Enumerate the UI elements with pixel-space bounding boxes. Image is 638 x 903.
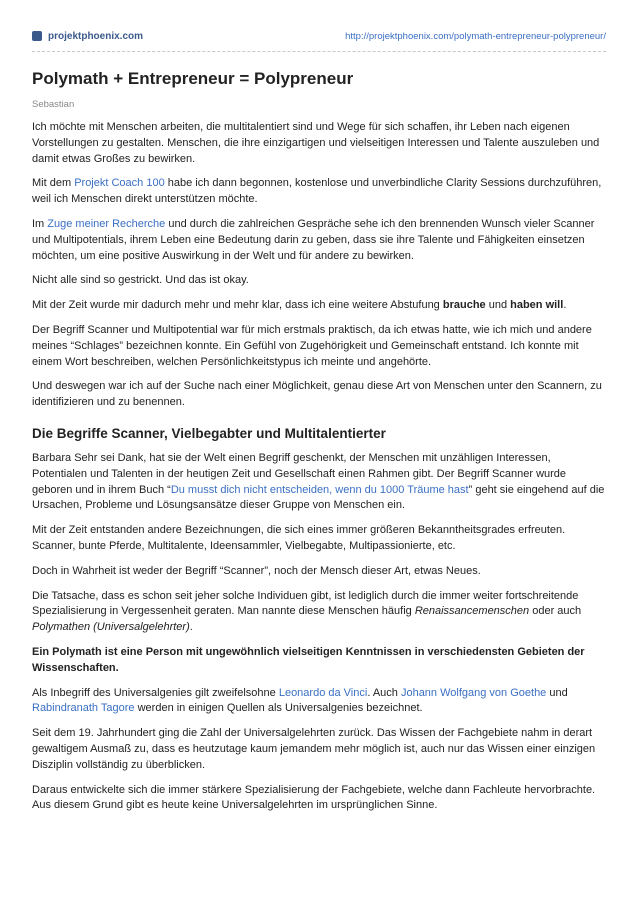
paragraph-9: Mit der Zeit entstanden andere Bezeichnungen, die sich eines immer größeren Bekanntheitsgrades erfreuten. Scanner, bunte Pferde, Multitalente, Ideensammler, Vielbegabte, Multipassionierte, etc. (32, 524, 566, 552)
text-span: Mit der Zeit wurde mir dadurch mehr und mehr klar, dass ich eine weitere Abstufung (32, 299, 443, 312)
text-span: Mit dem (32, 177, 75, 190)
text-span: habe ich dann begonnen, kostenlose und unverbindliche Clarity Sessions durchzuführen, weil ich Menschen direkt unterstützen möchte. (32, 177, 602, 206)
link-goethe[interactable]: Johann Wolfgang von Goethe (400, 686, 547, 699)
text-span: und durch die zahlreichen Gespräche sehe ich den brennenden Wunsch vieler Scanner und Multipotentials, ihrem Leben eine Bedeutung darin zu geben, dass sie ihre Talente und Fähigkeiten einsetzen möchten, um eine positive Auswirkung in der Welt und für andere zu bewirken. (32, 217, 595, 262)
paragraph-1: Ich möchte mit Menschen arbeiten, die multitalentiert sind und Wege für sich schaffen, ihr Leben nach eigenen Vorstellungen zu gestalten. Menschen, die ihre einzigartigen und vielseitigen Interessen und Talente auszuleben und damit etwas Großes zu bewirken. (32, 121, 600, 165)
paragraph-10: Doch in Wahrheit ist weder der Begriff “Scanner”, noch der Mensch dieser Art, etwas Neues. (32, 564, 481, 577)
text-span: . (189, 621, 193, 634)
italic-renaissancemenschen: Renaissancemenschen (414, 605, 530, 618)
article-author: Sebastian (32, 99, 75, 110)
text-span: Im (32, 217, 48, 230)
link-zuge-meiner-recherche[interactable]: Zuge meiner Recherche (47, 217, 166, 230)
paragraph-5 (32, 298, 606, 314)
paragraph-4: Nicht alle sind so gestrickt. Und das ist okay. (32, 274, 249, 287)
site-brand[interactable] (32, 31, 143, 42)
link-tagore[interactable]: Rabindranath Tagore (32, 702, 135, 715)
text-span: Als Inbegriff des Universalgenies gilt zweifelsohne (32, 686, 279, 699)
site-name: projektphoenix.com (48, 30, 144, 42)
paragraph-2 (32, 176, 606, 208)
text-span: . (563, 299, 567, 312)
paragraph-8 (32, 451, 606, 514)
paragraph-11 (32, 589, 606, 636)
link-book-title[interactable]: Du musst dich nicht entscheiden, wenn du 1000 Träume hast (170, 483, 469, 496)
bold-brauche: brauche (442, 299, 486, 312)
text-span: Die Tatsache, dass es schon seit jeher solche Individuen gibt, ist lediglich durch die immer weiter fortschreitende Spezialisierung in Vergessenheit geraten. Man nannte diese Menschen häufig (32, 589, 579, 618)
site-favicon-icon (32, 31, 42, 41)
text-span: . Auch (367, 686, 401, 699)
text-span: Barbara Sehr sei Dank, hat sie der Welt einen Begriff geschenkt, der Menschen mit unzähligen Interessen, Potentialen und Talenten in der heutigen Zeit und Gesellschaft einen Rahmen gibt. Der Begriff Scanner wurde geboren und in ihrem Buch “ (32, 451, 567, 496)
article (32, 68, 606, 823)
paragraph-13 (32, 686, 606, 718)
article-title: Polymath + Entrepreneur = Polypreneur (32, 69, 354, 88)
text-span: werden in einigen Quellen als Universalgenies bezeichnet. (134, 702, 423, 715)
section-heading: Die Begriffe Scanner, Vielbegabter und Multitalentierter (32, 425, 386, 441)
paragraph-14: Seit dem 19. Jahrhundert ging die Zahl der Universalgelehrten zurück. Das Wissen der Fachgebiete nahm in derart gewaltigem Ausmaß zu, dass es heutzutage kaum jemandem mehr möglich ist, auch nur das Wissen einer einzigen Disziplin vollständig zu überblicken. (32, 727, 596, 771)
text-span: oder auch (529, 605, 582, 618)
text-span: und (485, 299, 511, 312)
link-leonardo-da-vinci[interactable]: Leonardo da Vinci (278, 686, 368, 699)
paragraph-6: Der Begriff Scanner und Multipotential war für mich erstmals praktisch, da ich etwas hatte, wie ich mich und andere meines “Schlages” bezeichnen konnte. Ein Gefühl von Zugehörigkeit und Gemeinschaft entstand. Ich konnte mit einem Wort beschreiben, welchen Persönlichkeitstypus ich meinte und angehörte. (32, 323, 592, 368)
paragraph-3 (32, 217, 606, 264)
paragraph-15: Daraus entwickelte sich die immer stärkere Spezialisierung der Fachgebiete, welche dann Fachleute hervorbrachte. Aus diesem Grund gibt es heute keine Universalgelehrten im ursprünglichen Sinne. (32, 783, 596, 812)
text-span: und (546, 686, 568, 699)
paragraph-7: Und deswegen war ich auf der Suche nach einer Möglichkeit, genau diese Art von Menschen unter den Scannern, zu identifizieren und zu benennen. (32, 380, 602, 409)
link-projekt-coach-100[interactable]: Projekt Coach 100 (74, 177, 165, 190)
header-divider (32, 51, 606, 52)
bold-haben-will: haben will (510, 299, 564, 312)
page-url-link[interactable]: http://projektphoenix.com/polymath-entrepreneur-polypreneur/ (345, 30, 606, 42)
text-span: ” geht sie eingehend auf die Ursachen, Probleme und Lösungsansätze dieser Gruppe von Menschen ein. (32, 483, 605, 512)
paragraph-12-definition: Ein Polymath ist eine Person mit ungewöhnlich vielseitigen Kenntnissen in verschiedensten Gebieten der Wissenschaften. (32, 645, 585, 674)
italic-polymathen: Polymathen (Universalgelehrter) (32, 621, 190, 634)
page-header (32, 28, 606, 44)
